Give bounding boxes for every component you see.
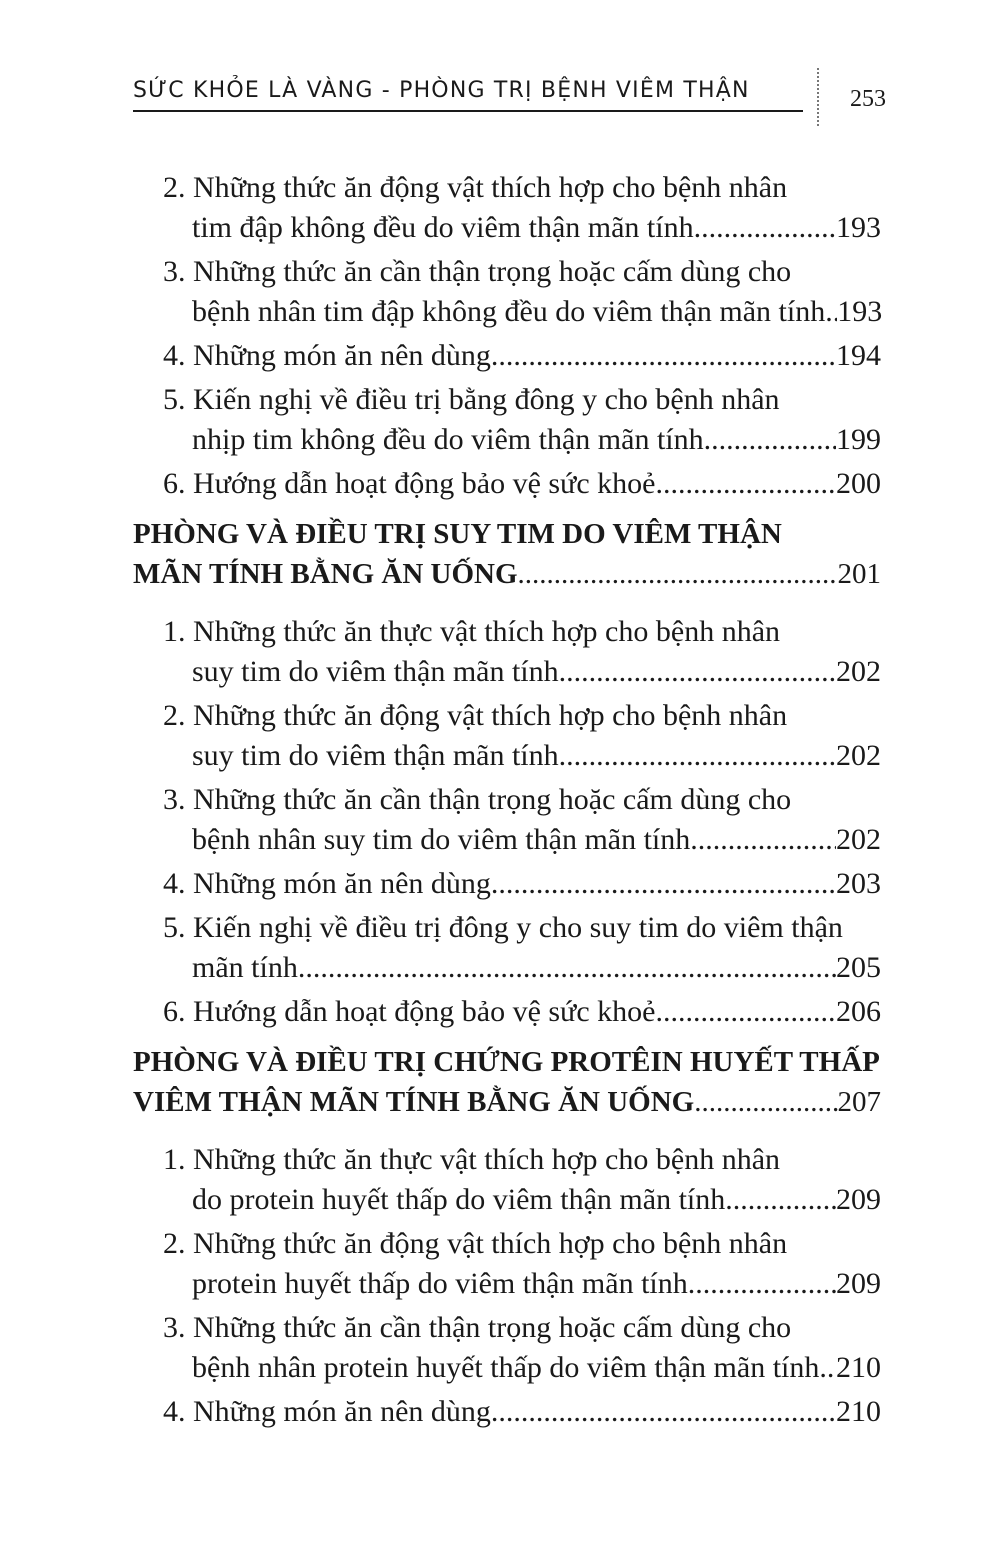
dot-leader (491, 864, 836, 904)
dot-leader (694, 1082, 837, 1122)
dot-leader (819, 1348, 836, 1388)
toc-entry-text: protein huyết thấp do viêm thận mãn tính (192, 1267, 688, 1300)
toc-entry-text: 3. Những thức ăn cần thận trọng hoặc cấm dùng cho (163, 1311, 792, 1344)
toc-page-number: 205 (836, 951, 881, 984)
toc-leader-line (163, 820, 881, 860)
toc-entry-text: 1. Những thức ăn thực vật thích hợp cho bệnh nhân (163, 1143, 781, 1176)
toc-page-number: 207 (837, 1086, 881, 1118)
toc-entry-text: bệnh nhân protein huyết thấp do viêm thận mãn tính (192, 1351, 820, 1384)
toc-entry-text: 4. Những món ăn nên dùng (163, 1395, 491, 1428)
toc-page-number: 194 (836, 339, 881, 372)
dot-leader (694, 208, 836, 248)
toc-entry (133, 612, 881, 692)
dot-leader (298, 948, 836, 988)
table-of-contents (133, 168, 881, 1436)
toc-section-heading (133, 1042, 881, 1122)
toc-leader-line (163, 992, 881, 1032)
dot-leader (690, 820, 836, 860)
dot-leader (491, 1392, 836, 1432)
toc-page-number: 202 (836, 823, 881, 856)
toc-leader-line (163, 292, 881, 332)
toc-entry-text: PHÒNG VÀ ĐIỀU TRỊ CHỨNG PROTÊIN HUYẾT THẤP (133, 1046, 880, 1078)
toc-entry-text: MÃN TÍNH BẰNG ĂN UỐNG (133, 558, 518, 590)
toc-leader-line (163, 1264, 881, 1304)
toc-entry (133, 908, 881, 988)
toc-entry-text: 5. Kiến nghị về điều trị bằng đông y cho bệnh nhân (163, 383, 780, 416)
toc-entry (133, 252, 881, 332)
toc-leader-line (133, 554, 881, 594)
toc-entry-text: mãn tính (192, 951, 298, 984)
toc-entry (133, 780, 881, 860)
toc-page-number: 210 (836, 1395, 881, 1428)
toc-entry-text: bệnh nhân tim đập không đều do viêm thận mãn tính (192, 295, 826, 328)
toc-entry-text: nhịp tim không đều do viêm thận mãn tính (192, 423, 704, 456)
toc-page-number: 200 (836, 467, 881, 500)
dot-leader (688, 1264, 836, 1304)
header-rule (133, 110, 803, 112)
toc-entry-text: 2. Những thức ăn động vật thích hợp cho bệnh nhân (163, 171, 788, 204)
toc-entry (133, 464, 881, 504)
toc-entry-text: tim đập không đều do viêm thận mãn tính (192, 211, 694, 244)
toc-entry-text: 2. Những thức ăn động vật thích hợp cho bệnh nhân (163, 1227, 788, 1260)
dot-leader (491, 336, 836, 376)
toc-leader-line (163, 736, 881, 776)
dot-leader (518, 554, 838, 594)
toc-entry (133, 380, 881, 460)
dot-leader (655, 464, 836, 504)
dot-leader (559, 736, 836, 776)
toc-page-number: 201 (837, 558, 881, 590)
toc-page-number: 199 (836, 423, 881, 456)
toc-entry (133, 1140, 881, 1220)
toc-entry-text: 3. Những thức ăn cần thận trọng hoặc cấm dùng cho (163, 783, 792, 816)
toc-entry-text: 3. Những thức ăn cần thận trọng hoặc cấm dùng cho (163, 255, 792, 288)
running-header (133, 78, 803, 108)
toc-entry-text: do protein huyết thấp do viêm thận mãn tính (192, 1183, 726, 1216)
toc-leader-line (163, 652, 881, 692)
header-divider (817, 68, 821, 126)
toc-entry-text: VIÊM THẬN MÃN TÍNH BẰNG ĂN UỐNG (133, 1086, 695, 1118)
toc-page-number: 202 (836, 739, 881, 772)
toc-entry-text: bệnh nhân suy tim do viêm thận mãn tính (192, 823, 691, 856)
toc-leader-line (163, 1348, 881, 1388)
toc-entry (133, 336, 881, 376)
dot-leader (655, 992, 836, 1032)
toc-leader-line (163, 464, 881, 504)
toc-entry-text: 4. Những món ăn nên dùng (163, 339, 491, 372)
page-number: 253 (850, 86, 886, 112)
toc-page-number: 203 (836, 867, 881, 900)
toc-section-heading (133, 514, 881, 594)
toc-entry-text: suy tim do viêm thận mãn tính (192, 739, 559, 772)
toc-entry (133, 696, 881, 776)
toc-entry (133, 168, 881, 248)
toc-entry (133, 1308, 881, 1388)
toc-leader-line (163, 1180, 881, 1220)
toc-page-number: 206 (836, 995, 881, 1028)
toc-leader-line (133, 1082, 881, 1122)
running-title: SỨC KHỎE LÀ VÀNG - PHÒNG TRỊ BỆNH VIÊM THẬN (133, 78, 750, 103)
dot-leader (825, 292, 837, 332)
toc-leader-line (163, 336, 881, 376)
dot-leader (704, 420, 836, 460)
toc-entry-text: 6. Hướng dẫn hoạt động bảo vệ sức khoẻ (163, 467, 656, 500)
toc-leader-line (163, 864, 881, 904)
dot-leader (725, 1180, 836, 1220)
toc-page-number: 193 (836, 211, 881, 244)
toc-entry (133, 864, 881, 904)
toc-entry-text: 2. Những thức ăn động vật thích hợp cho bệnh nhân (163, 699, 788, 732)
toc-page-number: 202 (836, 655, 881, 688)
toc-page-number: 209 (836, 1267, 881, 1300)
toc-entry-text: 1. Những thức ăn thực vật thích hợp cho bệnh nhân (163, 615, 781, 648)
toc-entry (133, 1224, 881, 1304)
toc-entry-text: 5. Kiến nghị về điều trị đông y cho suy tim do viêm thận (163, 911, 843, 944)
toc-page-number: 193 (837, 295, 883, 328)
toc-leader-line (163, 948, 881, 988)
toc-entry-text: 4. Những món ăn nên dùng (163, 867, 491, 900)
toc-entry (133, 992, 881, 1032)
dot-leader (559, 652, 836, 692)
toc-entry (133, 1392, 881, 1432)
toc-leader-line (163, 1392, 881, 1432)
toc-entry-text: PHÒNG VÀ ĐIỀU TRỊ SUY TIM DO VIÊM THẬN (133, 518, 782, 550)
toc-leader-line (163, 208, 881, 248)
toc-entry-text: suy tim do viêm thận mãn tính (192, 655, 559, 688)
toc-page-number: 209 (836, 1183, 881, 1216)
toc-page-number: 210 (836, 1351, 881, 1384)
toc-leader-line (163, 420, 881, 460)
toc-entry-text: 6. Hướng dẫn hoạt động bảo vệ sức khoẻ (163, 995, 656, 1028)
